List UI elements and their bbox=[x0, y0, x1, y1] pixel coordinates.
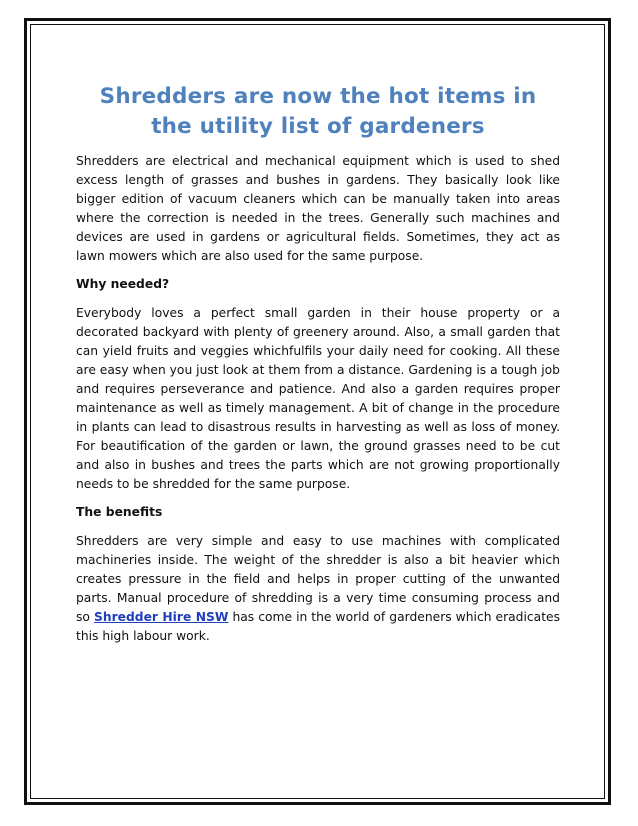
benefits-paragraph bbox=[76, 532, 560, 645]
benefits-text-after-link: has come in the world of gardeners which eradicates this high labour work. bbox=[76, 609, 560, 643]
shredder-hire-nsw-link[interactable]: Shredder Hire NSW bbox=[93, 609, 229, 624]
section-heading-benefits: The benefits bbox=[76, 505, 163, 520]
document-body bbox=[76, 82, 560, 656]
why-needed-paragraph: Everybody loves a perfect small garden in their house property or a decorated backyard with plenty of greenery around. Also, a small garden that can yield fruits and veggies whichfulfils your daily need for cooking. All these are easy when you just look at them from a distance. Gardening is a tough job and requires perseverance and patience. And also a garden requires proper maintenance as well as timely management. A bit of change in the procedure in plants can lead to disastrous results in harvesting as well as loss of money. For beautification of the garden or lawn, the ground grasses need to be cut and also in bushes and trees the parts which are not growing proportionally needs to be shredded for the same purpose. bbox=[76, 306, 560, 491]
document-title: Shredders are now the hot items in the utility list of gardeners bbox=[99, 84, 537, 139]
section-heading-why-needed: Why needed? bbox=[76, 277, 170, 292]
benefits-text-before-link: Shredders are very simple and easy to use machines with complicated machineries inside. The weight of the shredder is also a bit heavier which creates pressure in the field and helps in proper cutting of the unwanted parts. Manual procedure of shredding is a very time consuming process and so bbox=[76, 534, 560, 624]
intro-paragraph: Shredders are electrical and mechanical equipment which is used to shed excess length of grasses and bushes in gardens. They basically look like bigger edition of vacuum cleaners which can be manually taken into areas where the correction is needed in the trees. Generally such machines and devices are used in gardens or agricultural fields. Sometimes, they act as lawn mowers which are also used for the same purpose. bbox=[76, 154, 560, 263]
